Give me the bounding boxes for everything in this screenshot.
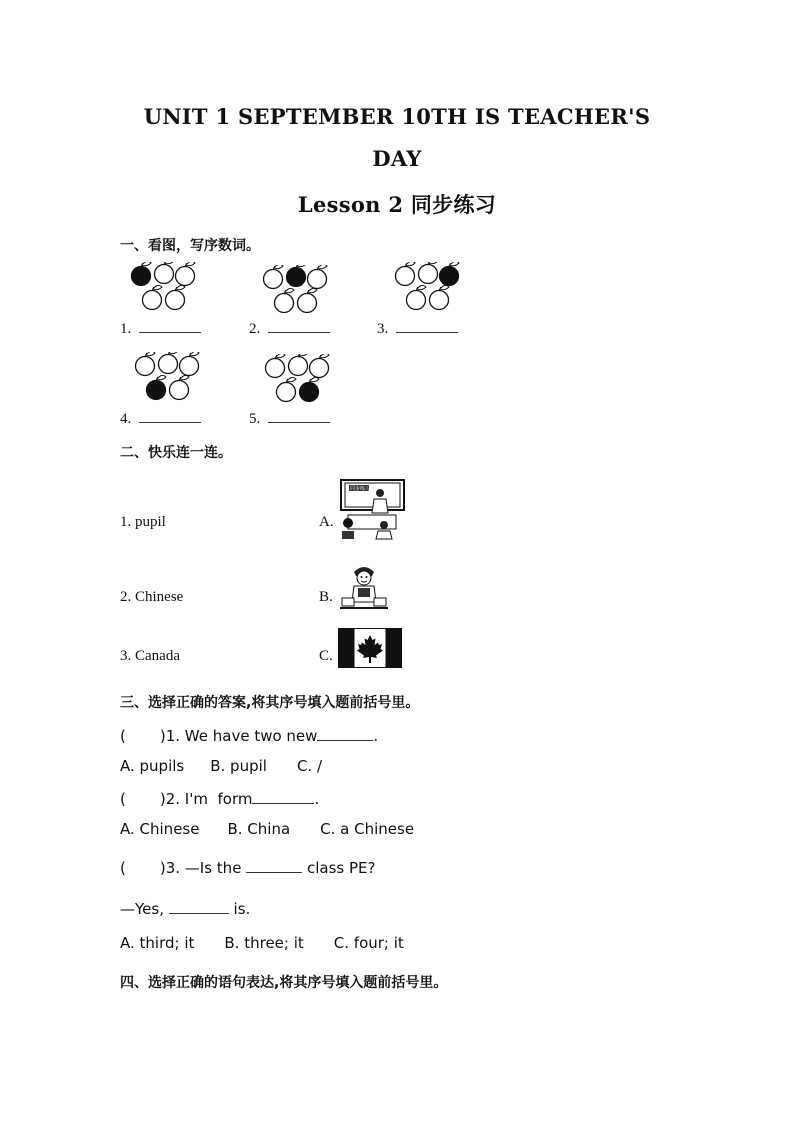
option-a[interactable]: A. third; it: [120, 934, 195, 952]
ordinal-item-2: [249, 321, 330, 338]
apple-icon: [407, 285, 427, 309]
question-end: class PE?: [306, 859, 376, 877]
question-2-options: [120, 820, 540, 838]
apple-icon: [136, 352, 156, 376]
canada-flag-icon: [338, 628, 402, 668]
ordinal-item-4: [120, 411, 201, 428]
black-apple-icon: [132, 262, 152, 286]
apple-icon: [159, 352, 179, 374]
apple-cluster-icon: [128, 262, 200, 316]
fill-blank[interactable]: [317, 726, 373, 741]
part2-heading: 二、快乐连一连。: [120, 445, 232, 461]
apple-icon: [166, 285, 186, 309]
question-3-reply: [120, 899, 250, 918]
black-apple-icon: [440, 262, 460, 286]
apple-group-2: [260, 265, 332, 319]
apple-icon: [419, 262, 439, 284]
item-number: 5.: [249, 411, 261, 427]
answer-blank[interactable]: [139, 332, 201, 333]
answer-blank[interactable]: [139, 422, 201, 423]
apple-group-4: [132, 352, 204, 406]
answer-blank[interactable]: [396, 332, 458, 333]
apple-icon: [430, 285, 450, 309]
apple-icon: [298, 288, 318, 312]
part4-heading: 四、选择正确的语句表达,将其序号填入题前括号里。: [120, 975, 448, 991]
apple-icon: [289, 354, 309, 376]
question-3: [120, 858, 375, 877]
question-text: 1. We have two new: [165, 727, 318, 745]
option-c[interactable]: C. /: [296, 757, 323, 775]
apple-group-3: [392, 262, 464, 316]
question-3-options: [120, 934, 540, 952]
question-1-options: [120, 757, 540, 775]
question-text: 2. I'm form: [165, 790, 253, 808]
ordinal-item-1: [120, 321, 201, 338]
answer-paren-close: ): [159, 790, 166, 808]
answer-blank[interactable]: [268, 332, 330, 333]
apple-icon: [266, 354, 286, 378]
part3-heading: 三、选择正确的答案,将其序号填入题前括号里。: [120, 695, 420, 711]
option-b[interactable]: B. pupil: [210, 757, 267, 775]
classroom-picture: [340, 479, 406, 546]
page-subtitle: Lesson 2 同步练习: [297, 192, 497, 217]
pupil-picture: [340, 562, 388, 615]
part1-heading: 一、看图，写序数词。: [120, 238, 260, 254]
answer-paren-close: ): [159, 859, 166, 877]
option-a[interactable]: A. Chinese: [120, 820, 200, 838]
question-end: .: [314, 790, 320, 808]
option-a[interactable]: A. pupils: [120, 757, 185, 775]
answer-paren-open: (: [120, 790, 126, 808]
match-left-1[interactable]: 1. pupil: [120, 514, 166, 530]
board-text: 同步练习: [350, 486, 371, 492]
apple-icon: [277, 377, 297, 401]
apple-icon: [170, 375, 190, 399]
match-right-a[interactable]: A.: [319, 514, 334, 530]
ordinal-item-5: [249, 411, 330, 428]
item-number: 2.: [249, 321, 261, 337]
question-1: [120, 726, 378, 745]
black-apple-icon: [287, 265, 307, 287]
page-title-line1: UNIT 1 SEPTEMBER 10TH IS TEACHER'S: [143, 104, 651, 129]
black-apple-icon: [147, 375, 167, 399]
pupil-icon: [340, 562, 388, 610]
fill-blank[interactable]: [252, 789, 314, 804]
question-end: .: [373, 727, 379, 745]
match-right-b[interactable]: B.: [319, 589, 333, 605]
option-b[interactable]: B. China: [227, 820, 291, 838]
apple-icon: [143, 285, 163, 309]
apple-icon: [180, 352, 200, 376]
question-text: 3. —Is the: [165, 859, 242, 877]
question-2: [120, 789, 319, 808]
item-number: 3.: [377, 321, 389, 337]
apple-icon: [308, 265, 328, 289]
item-number: 4.: [120, 411, 132, 427]
apple-cluster-icon: [132, 352, 204, 406]
answer-paren-open: (: [120, 859, 126, 877]
apple-group-5: [262, 354, 334, 408]
reply-start: —Yes,: [120, 900, 164, 918]
apple-icon: [264, 265, 284, 289]
apple-icon: [155, 262, 175, 284]
apple-cluster-icon: [260, 265, 332, 319]
apple-cluster-icon: [392, 262, 464, 316]
canada-flag-picture: [338, 628, 402, 673]
item-number: 1.: [120, 321, 132, 337]
apple-icon: [396, 262, 416, 286]
answer-paren-open: (: [120, 727, 126, 745]
answer-blank[interactable]: [268, 422, 330, 423]
option-c[interactable]: C. four; it: [333, 934, 404, 952]
apple-icon: [275, 288, 295, 312]
fill-blank[interactable]: [169, 899, 229, 914]
match-left-2[interactable]: 2. Chinese: [120, 589, 184, 605]
classroom-icon: [340, 479, 406, 541]
fill-blank[interactable]: [246, 858, 302, 873]
match-right-c[interactable]: C.: [319, 648, 333, 664]
answer-paren-close: ): [159, 727, 166, 745]
apple-group-1: [128, 262, 200, 316]
page-title-line2: DAY: [372, 146, 422, 171]
option-b[interactable]: B. three; it: [224, 934, 304, 952]
black-apple-icon: [300, 377, 320, 401]
option-c[interactable]: C. a Chinese: [320, 820, 415, 838]
match-left-3[interactable]: 3. Canada: [120, 648, 180, 664]
ordinal-item-3: [377, 321, 458, 338]
apple-icon: [310, 354, 330, 378]
apple-cluster-icon: [262, 354, 334, 408]
reply-end: is.: [233, 900, 251, 918]
apple-icon: [176, 262, 196, 286]
